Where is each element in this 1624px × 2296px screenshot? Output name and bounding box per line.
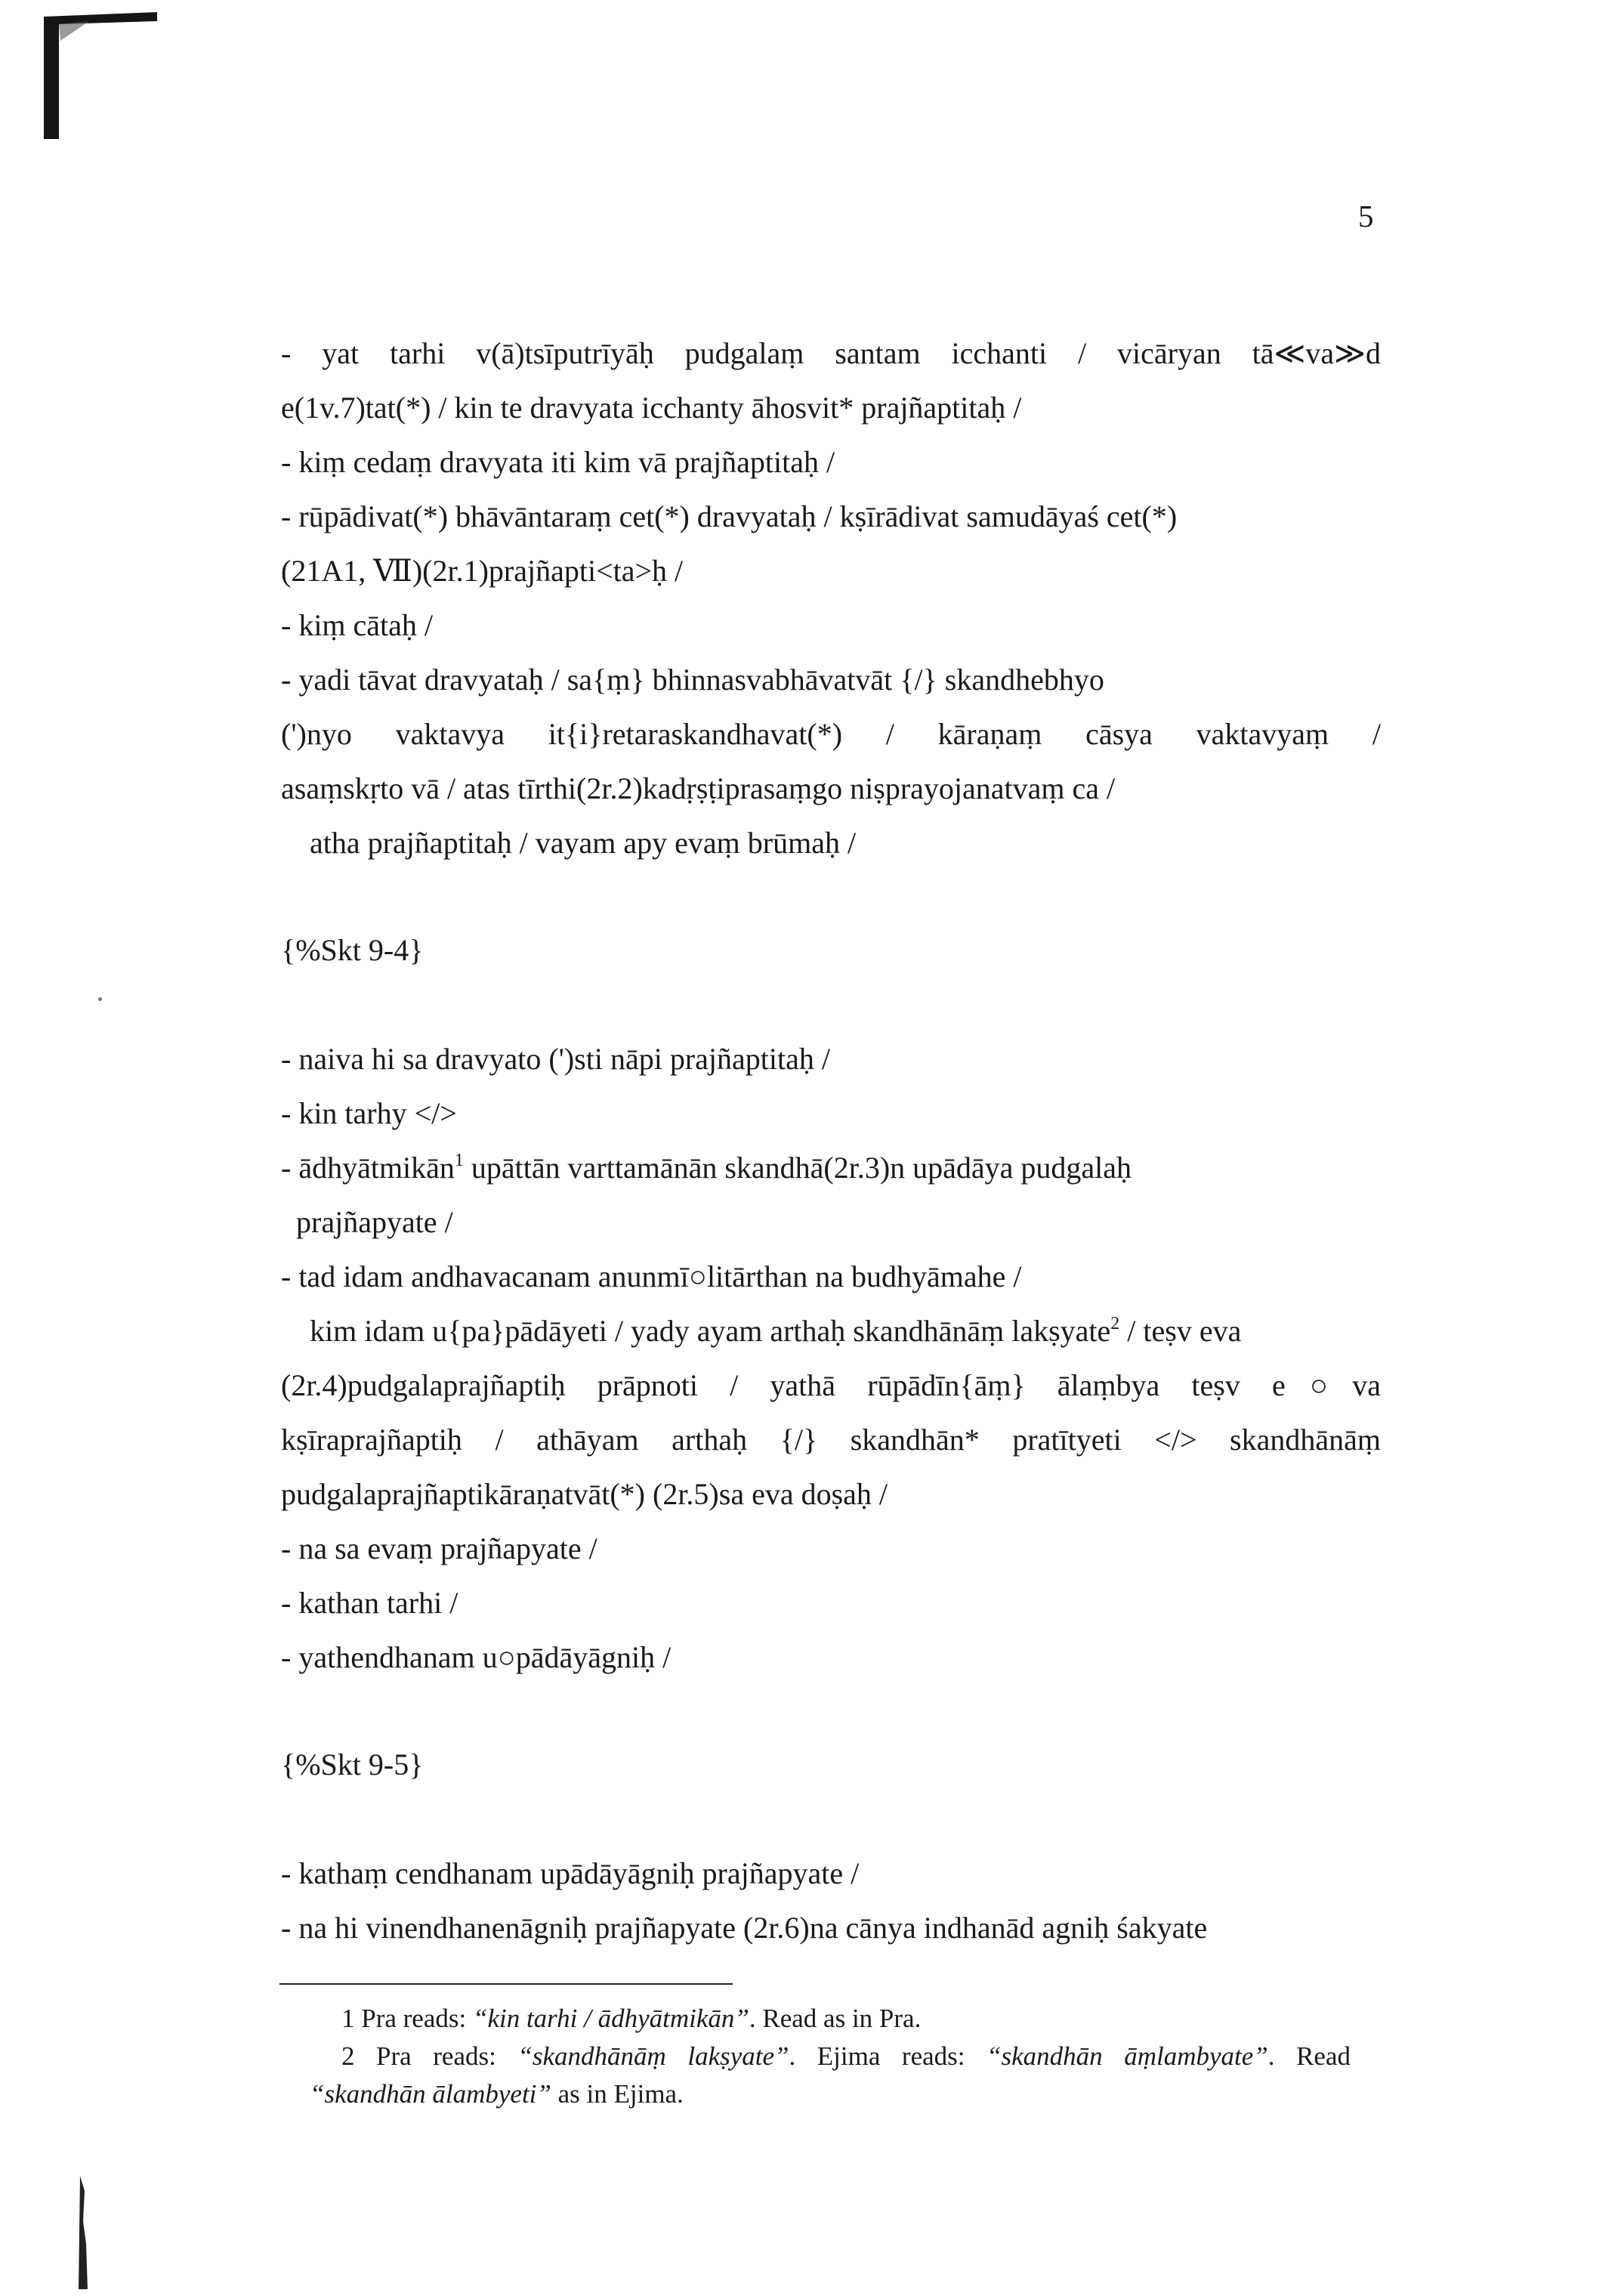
text-line-6: - kiṃ cātaḥ / — [281, 608, 434, 642]
footnote-quote: “kin tarhi / ādhyātmikān” — [472, 2004, 749, 2033]
footnote-2-continued — [310, 2081, 684, 2107]
text-line-22: - yathendhanam u○pādāyāgniḥ / — [281, 1640, 672, 1674]
footnote-quote: “skandhānāṃ lakṣyate” — [517, 2041, 789, 2071]
text-line-4: - rūpādivat(*) bhāvāntaraṃ cet(*) dravyataḥ / kṣīrādivat samudāyaś cet(*) — [281, 499, 1178, 533]
footnote-text: . Ejima reads: — [789, 2041, 987, 2071]
text-line-12: - kin tarhy </> — [281, 1096, 457, 1130]
scan-edge-mark — [79, 2176, 89, 2289]
text-line-1: - yat tarhi v(ā)tsīputrīyāḥ pudgalaṃ santam icchanti / vicāryan tā≪va≫d — [281, 336, 1381, 370]
text-line-9: asaṃskṛto vā / atas tīrthi(2r.2)kadṛṣṭiprasaṃgo niṣprayojanatvaṃ ca / — [281, 771, 1116, 805]
text-line-17: (2r.4)pudgalaprajñaptiḥ prāpnoti / yathā rūpādīn{āṃ} ālaṃbya teṣv e○va — [281, 1368, 1381, 1402]
footnote-ref-1: 1 — [454, 1151, 464, 1170]
text-line-24: - na hi vinendhanenāgniḥ prajñapyate (2r.6)na cānya indhanād agniḥ śakyate — [281, 1911, 1208, 1945]
text-segment: - ādhyātmikān — [281, 1151, 455, 1185]
section-marker-skt-9-4: {%Skt 9-4} — [281, 933, 424, 967]
scan-corner-mark — [44, 11, 157, 139]
text-line-11: - naiva hi sa dravyato (')sti nāpi prajñaptitaḥ / — [281, 1042, 830, 1076]
footnote-quote: “skandhān āṃlambyate” — [986, 2041, 1268, 2071]
footnote-1 — [341, 2005, 921, 2032]
footnote-text: . Read as in Pra. — [749, 2004, 922, 2033]
text-line-3: - kiṃ cedaṃ dravyata iti kim vā prajñaptitaḥ / — [281, 445, 835, 479]
text-line-21: - kathan tarhi / — [281, 1586, 458, 1620]
text-line-13 — [281, 1153, 1132, 1183]
text-line-5: (21A1, Ⅶ)(2r.1)prajñapti<ta>ḥ / — [281, 554, 684, 588]
text-line-19: pudgalaprajñaptikāraṇatvāt(*) (2r.5)sa eva doṣaḥ / — [281, 1477, 888, 1511]
text-line-18: kṣīraprajñaptiḥ / athāyam arthaḥ {/} skandhān* pratītyeti </> skandhānāṃ — [281, 1423, 1381, 1457]
footnote-text: as in Ejima. — [551, 2079, 684, 2109]
footnote-2 — [341, 2043, 1351, 2069]
text-line-14: prajñapyate / — [296, 1205, 453, 1239]
section-marker-skt-9-5: {%Skt 9-5} — [281, 1747, 424, 1781]
text-line-16 — [310, 1316, 1241, 1346]
text-segment: / teṣv eva — [1119, 1314, 1242, 1348]
text-line-8: (')nyo vaktavya it{i}retaraskandhavat(*) / kāraṇaṃ cāsya vaktavyaṃ / — [281, 717, 1381, 751]
text-segment: upāttān varttamānān skandhā(2r.3)n upādāya pudgalaḥ — [463, 1151, 1132, 1185]
text-line-23: - kathaṃ cendhanam upādāyāgniḥ prajñapyate / — [281, 1856, 860, 1890]
footnote-text: . Read — [1267, 2041, 1351, 2071]
footnote-quote: “skandhān ālambyeti” — [310, 2079, 551, 2109]
footnote-ref-2: 2 — [1110, 1314, 1120, 1333]
text-segment: kim idam u{pa}pādāyeti / yady ayam arthaḥ skandhānāṃ lakṣyate — [310, 1314, 1111, 1348]
text-line-7: - yadi tāvat dravyataḥ / sa{ṃ} bhinnasvabhāvatvāt {/} skandhebhyo — [281, 663, 1104, 697]
text-line-10: atha prajñaptitaḥ / vayam apy evaṃ brūmaḥ / — [310, 826, 857, 860]
text-line-2: e(1v.7)tat(*) / kin te dravyata icchanty āhosvit* prajñaptitaḥ / — [281, 391, 1022, 425]
footnote-text: 1 Pra reads: — [341, 2004, 473, 2033]
scan-dust — [98, 997, 102, 1001]
text-line-15: - tad idam andhavacanam anunmī○litārthan na budhyāmahe / — [281, 1259, 1022, 1293]
text-line-20: - na sa evaṃ prajñapyate / — [281, 1531, 597, 1565]
page-number: 5 — [1358, 199, 1374, 233]
footnote-text: 2 Pra reads: — [341, 2041, 518, 2071]
footnote-divider — [279, 1983, 733, 1985]
